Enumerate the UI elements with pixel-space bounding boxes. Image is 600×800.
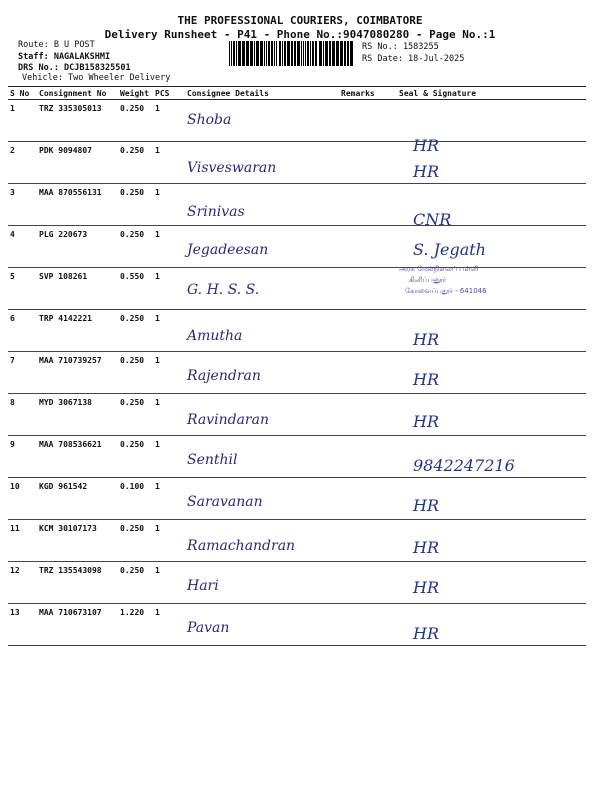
col-consignee: Consignee Details — [185, 87, 339, 100]
cell-weight: 0.250 — [118, 562, 153, 604]
barcode-bar — [254, 41, 255, 66]
handwritten-signature: HR — [413, 330, 439, 349]
cell-pcs: 1 — [153, 268, 185, 310]
barcode-bar — [271, 41, 273, 66]
rs-date: RS Date: 18-Jul-2025 — [362, 54, 465, 64]
cell-weight: 0.250 — [118, 100, 153, 142]
cell-remarks — [339, 184, 375, 226]
handwritten-signature: HR — [413, 412, 439, 431]
cell-pcs: 1 — [153, 142, 185, 184]
table-row — [8, 478, 586, 520]
handwritten-consignee: Amutha — [187, 328, 243, 344]
cell-signature — [375, 436, 586, 478]
handwritten-signature: 9842247216 — [413, 456, 515, 475]
cell-pcs: 1 — [153, 352, 185, 394]
barcode-bar — [319, 41, 322, 66]
barcode-bar — [242, 41, 245, 66]
cell-remarks — [339, 268, 375, 310]
cell-consignee — [185, 478, 339, 520]
barcode-bar — [274, 41, 275, 66]
col-weight: Weight — [118, 87, 153, 100]
table-row — [8, 352, 586, 394]
barcode-bar — [266, 41, 267, 66]
handwritten-signature: HR — [413, 578, 439, 597]
cell-remarks — [339, 142, 375, 184]
barcode-bar — [297, 41, 300, 66]
cell-consignee — [185, 394, 339, 436]
handwritten-signature: S. Jegath — [413, 240, 486, 259]
cell-weight: 0.100 — [118, 478, 153, 520]
col-seal-signature: Seal & Signature — [375, 87, 586, 100]
cell-consignment-no: MYD 3067138 — [37, 394, 118, 436]
cell-remarks — [339, 226, 375, 268]
cell-consignment-no: MAA 710739257 — [37, 352, 118, 394]
cell-remarks — [339, 562, 375, 604]
stamp-line-3: கோவைப்புதூர் - 641046 — [405, 287, 487, 295]
drs-number: DRS No.: DCJB158325501 — [18, 63, 131, 73]
handwritten-consignee: Saravanan — [187, 494, 263, 510]
cell-signature — [375, 352, 586, 394]
cell-weight: 0.550 — [118, 268, 153, 310]
cell-weight: 0.250 — [118, 436, 153, 478]
barcode-bar — [282, 41, 283, 66]
cell-consignment-no: PDK 9094807 — [37, 142, 118, 184]
cell-weight: 0.250 — [118, 520, 153, 562]
cell-signature — [375, 520, 586, 562]
cell-signature — [375, 226, 586, 268]
rs-number: RS No.: 1583255 — [362, 42, 439, 52]
handwritten-consignee: Shoba — [187, 112, 232, 128]
handwritten-consignee: G. H. S. S. — [187, 282, 260, 298]
cell-sno: 11 — [8, 520, 37, 562]
barcode-bar — [268, 41, 270, 66]
cell-sno: 5 — [8, 268, 37, 310]
cell-pcs: 1 — [153, 226, 185, 268]
cell-remarks — [339, 436, 375, 478]
document-title: THE PROFESSIONAL COURIERS, COIMBATORE — [177, 14, 423, 27]
cell-signature — [375, 478, 586, 520]
barcode-bar — [350, 41, 353, 66]
table-row — [8, 142, 586, 184]
handwritten-signature: HR — [413, 370, 439, 389]
handwritten-consignee: Hari — [187, 578, 219, 594]
barcode — [229, 41, 353, 66]
cell-sno: 12 — [8, 562, 37, 604]
table-row — [8, 436, 586, 478]
cell-sno: 3 — [8, 184, 37, 226]
barcode-bar — [310, 41, 311, 66]
barcode-bar — [347, 41, 349, 66]
handwritten-signature: HR — [413, 136, 439, 155]
cell-consignment-no: TRZ 335305013 — [37, 100, 118, 142]
barcode-bar — [276, 41, 277, 66]
barcode-bar — [325, 41, 328, 66]
cell-weight: 1.220 — [118, 604, 153, 646]
cell-sno: 10 — [8, 478, 37, 520]
cell-remarks — [339, 604, 375, 646]
barcode-bar — [279, 41, 281, 66]
barcode-bar — [231, 41, 232, 66]
barcode-bar — [246, 41, 249, 66]
barcode-bar — [303, 41, 304, 66]
cell-signature — [375, 100, 586, 155]
stamp-line-1: அரசு மேல்நிலைப் பள்ளி — [399, 265, 479, 273]
barcode-bar — [329, 41, 331, 66]
barcode-bar — [238, 41, 241, 66]
barcode-bar — [307, 41, 309, 66]
cell-pcs: 1 — [153, 520, 185, 562]
cell-remarks — [339, 100, 375, 142]
cell-weight: 0.250 — [118, 394, 153, 436]
cell-pcs: 1 — [153, 394, 185, 436]
cell-consignee — [185, 268, 339, 310]
handwritten-consignee: Visveswaran — [187, 160, 277, 176]
cell-consignment-no: PLG 220673 — [37, 226, 118, 268]
cell-sno: 9 — [8, 436, 37, 478]
barcode-bar — [287, 41, 290, 66]
handwritten-consignee: Srinivas — [187, 204, 245, 220]
cell-sno: 1 — [8, 100, 37, 142]
col-pcs: PCS — [153, 87, 185, 100]
barcode-bar — [340, 41, 343, 66]
runsheet-subtitle: Delivery Runsheet - P41 - Phone No.:9047080280 - Page No.:1 — [104, 28, 496, 41]
barcode-bar — [250, 41, 253, 66]
barcode-bar — [315, 41, 317, 66]
cell-consignee — [185, 100, 339, 142]
col-remarks: Remarks — [341, 88, 375, 98]
cell-signature — [375, 310, 586, 352]
cell-consignment-no: KGD 961542 — [37, 478, 118, 520]
cell-sno: 7 — [8, 352, 37, 394]
cell-consignment-no: TRP 4142221 — [37, 310, 118, 352]
cell-pcs: 1 — [153, 310, 185, 352]
handwritten-consignee: Rajendran — [187, 368, 261, 384]
cell-pcs: 1 — [153, 100, 185, 142]
cell-remarks — [339, 394, 375, 436]
cell-signature — [375, 562, 586, 604]
handwritten-consignee: Jegadeesan — [187, 242, 269, 258]
barcode-bar — [264, 41, 265, 66]
cell-sno: 6 — [8, 310, 37, 352]
handwritten-signature: HR — [413, 538, 439, 557]
cell-weight: 0.250 — [118, 226, 153, 268]
cell-consignment-no: MAA 710673107 — [37, 604, 118, 646]
barcode-bar — [305, 41, 306, 66]
table-header-row — [8, 87, 586, 100]
cell-sno: 13 — [8, 604, 37, 646]
handwritten-signature: HR — [413, 162, 439, 181]
barcode-bar — [344, 41, 346, 66]
cell-consignment-no: MAA 708536621 — [37, 436, 118, 478]
cell-consignee — [185, 352, 339, 394]
cell-consignee — [185, 226, 339, 268]
cell-pcs: 1 — [153, 604, 185, 646]
cell-sno: 8 — [8, 394, 37, 436]
cell-pcs: 1 — [153, 562, 185, 604]
cell-signature — [375, 394, 586, 436]
school-stamp — [385, 264, 555, 308]
cell-consignment-no: SVP 108261 — [37, 268, 118, 310]
barcode-bar — [233, 41, 235, 66]
barcode-bar — [260, 41, 263, 66]
cell-consignee — [185, 310, 339, 352]
cell-weight: 0.250 — [118, 184, 153, 226]
barcode-bar — [229, 41, 230, 66]
barcode-bar — [236, 41, 237, 66]
handwritten-consignee: Senthil — [187, 452, 238, 468]
cell-consignment-no: KCM 30107173 — [37, 520, 118, 562]
handwritten-consignee: Pavan — [187, 620, 230, 636]
cell-consignee — [185, 562, 339, 604]
table-row — [8, 604, 586, 646]
cell-sno: 4 — [8, 226, 37, 268]
cell-remarks — [339, 520, 375, 562]
handwritten-consignee: Ravindaran — [187, 412, 269, 428]
cell-consignment-no: TRZ 135543098 — [37, 562, 118, 604]
barcode-bar — [256, 41, 259, 66]
cell-weight: 0.250 — [118, 310, 153, 352]
cell-consignee — [185, 184, 339, 226]
cell-consignee — [185, 142, 339, 184]
cell-pcs: 1 — [153, 478, 185, 520]
table-row — [8, 520, 586, 562]
cell-remarks — [339, 478, 375, 520]
handwritten-consignee: Ramachandran — [187, 538, 296, 554]
barcode-bar — [291, 41, 293, 66]
col-sno: S No — [8, 87, 37, 100]
table-row — [8, 310, 586, 352]
vehicle-label: Vehicle: Two Wheeler Delivery — [22, 73, 171, 83]
barcode-bar — [332, 41, 335, 66]
cell-signature — [375, 604, 586, 646]
cell-weight: 0.250 — [118, 352, 153, 394]
cell-signature — [375, 184, 586, 229]
cell-remarks — [339, 352, 375, 394]
cell-consignment-no: MAA 870556131 — [37, 184, 118, 226]
barcode-bar — [301, 41, 302, 66]
col-consignment: Consignment No — [37, 87, 118, 100]
table-row — [8, 100, 586, 142]
staff-label: Staff: NAGALAKSHMI — [18, 52, 111, 62]
cell-remarks — [339, 310, 375, 352]
route-label: Route: B U POST — [18, 40, 95, 50]
barcode-bar — [284, 41, 286, 66]
table-row — [8, 226, 586, 268]
barcode-bar — [312, 41, 314, 66]
stamp-line-2: கிளிப்பனூர் — [409, 276, 447, 284]
handwritten-signature: CNR — [413, 210, 452, 229]
table-row — [8, 394, 586, 436]
barcode-bar — [294, 41, 296, 66]
cell-consignee — [185, 436, 339, 478]
table-row — [8, 562, 586, 604]
handwritten-signature: HR — [413, 496, 439, 515]
table-row — [8, 184, 586, 226]
handwritten-signature: HR — [413, 624, 439, 643]
cell-pcs: 1 — [153, 436, 185, 478]
cell-consignee — [185, 520, 339, 562]
cell-consignee — [185, 604, 339, 646]
runsheet-table — [8, 86, 586, 646]
cell-weight: 0.250 — [118, 142, 153, 184]
barcode-bar — [336, 41, 339, 66]
cell-pcs: 1 — [153, 184, 185, 226]
cell-sno: 2 — [8, 142, 37, 184]
cell-signature — [375, 142, 586, 184]
barcode-bar — [323, 41, 324, 66]
